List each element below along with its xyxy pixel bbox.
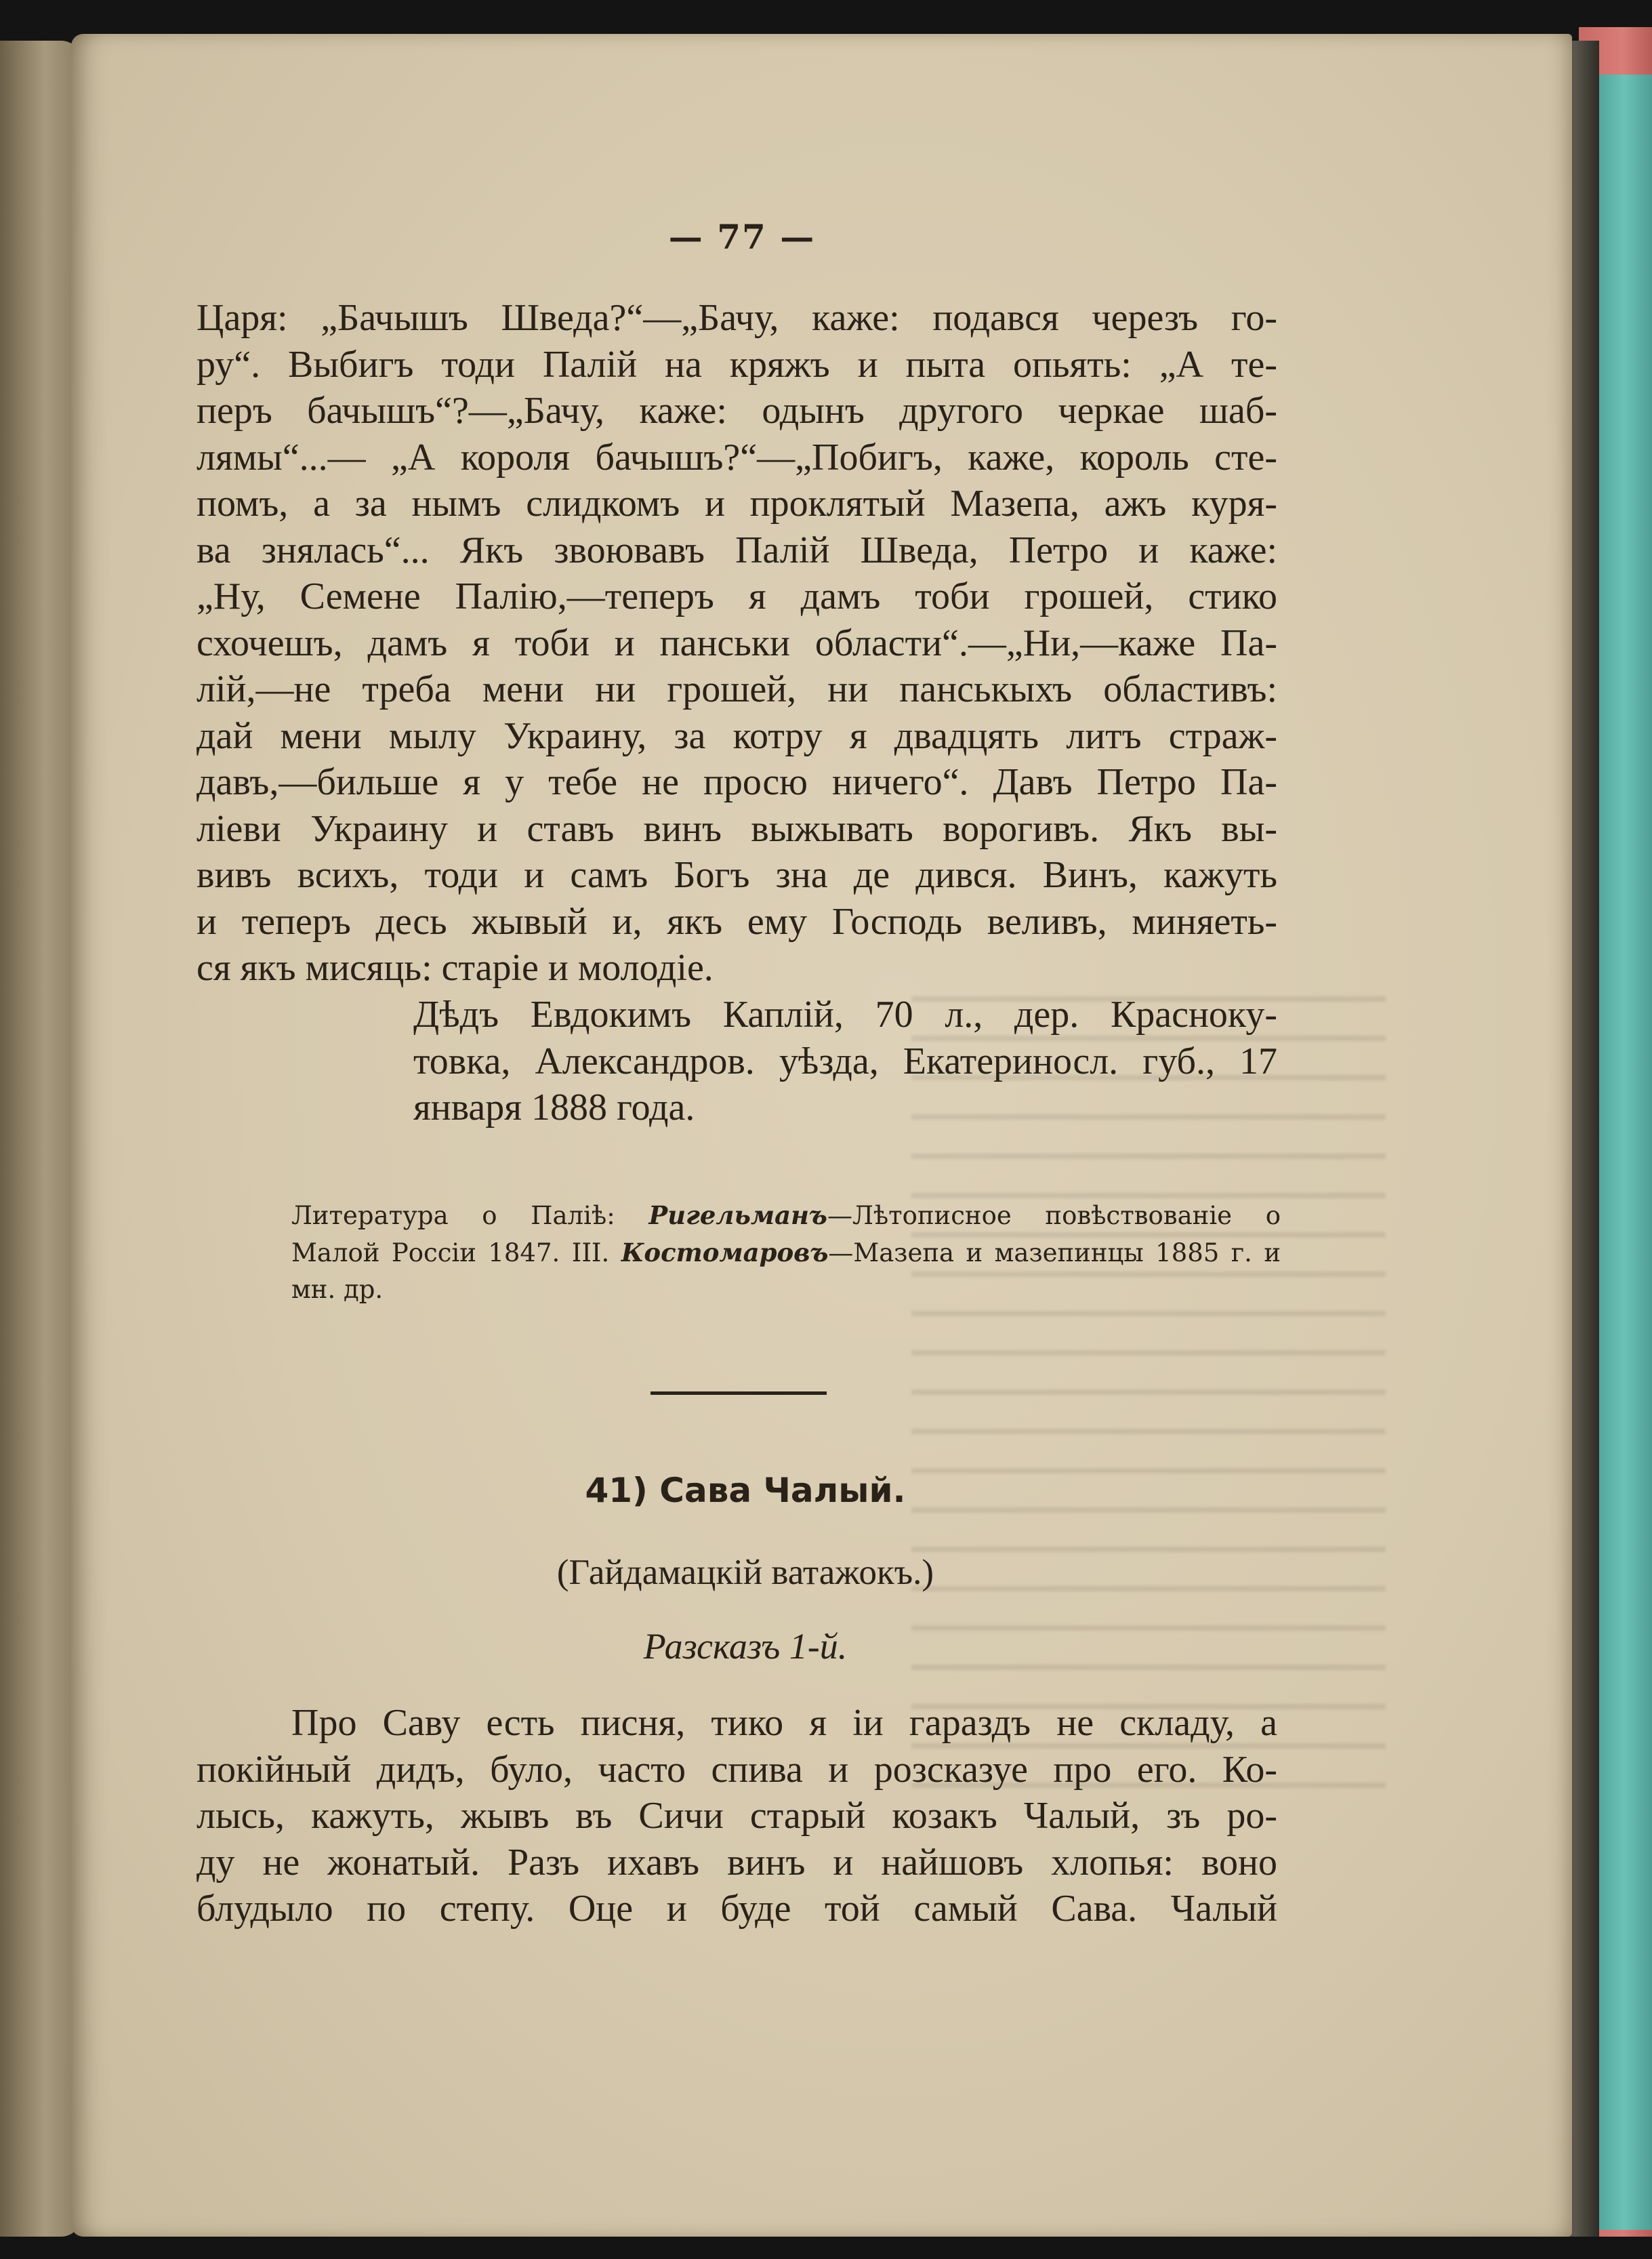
- section-title: 41) Сава Чалый.: [585, 1471, 906, 1510]
- story-paragraph: [197, 1700, 1277, 1932]
- text-line: блудыло по степу. Оце и буде той самый Сава. Чалый: [197, 1888, 1277, 1930]
- text-line: лямы“...— „А короля бачышъ?“—„Побигъ, каже, король сте-: [197, 436, 1277, 479]
- text-line: покійный дидъ, було, часто спива и розсказуе про его. Ко-: [197, 1748, 1277, 1791]
- text-line: „Ну, Семене Палію,—теперъ я дамъ тоби грошей, стико: [197, 575, 1277, 617]
- literature-work: —Мазепа и мазепинцы 1885 г. и: [828, 1238, 1281, 1267]
- book-board-edge: [1596, 75, 1652, 2230]
- text-line: ру“. Выбигъ тоди Палій на кряжъ и пыта опьять: „А те-: [197, 343, 1277, 386]
- literature-work: —Лѣтописное повѣствованіе о: [827, 1201, 1281, 1230]
- main-paragraph: [197, 295, 1277, 992]
- literature-label: Литература о Паліѣ:: [291, 1201, 649, 1230]
- text-line: ся якъ мисяць: старіе и молодіе.: [197, 947, 714, 989]
- text-line: схочешъ, дамъ я тоби и панськи области“.—„Ни,—каже Па-: [197, 622, 1277, 664]
- literature-work: Малой Россіи 1847. III.: [291, 1238, 621, 1267]
- text-line: ліеви Украину и ставъ винъ выжывать ворогивъ. Якъ вы-: [197, 807, 1277, 850]
- text-line: давъ,—бильше я у тебе не просю ничего“. Давъ Петро Па-: [197, 761, 1277, 803]
- literature-line: [291, 1197, 1281, 1234]
- text-line: Царя: „Бачышъ Шведа?“—„Бачу, каже: подався черезъ го-: [197, 297, 1277, 339]
- narrator-attribution: [413, 992, 1277, 1131]
- page-number: — 77 —: [668, 217, 816, 257]
- left-page-edge: [0, 41, 81, 2237]
- text-line: лій,—не треба мени ни грошей, ни панськыхъ областивъ:: [197, 668, 1277, 710]
- text-line: перъ бачышъ“?—„Бачу, каже: одынъ другого черкае шаб-: [197, 390, 1277, 432]
- text-line: помъ, а за нымъ слидкомъ и проклятый Мазепа, ажъ куря-: [197, 483, 1277, 525]
- attribution-line: Дѣдъ Евдокимъ Каплій, 70 л., дер. Красноку-: [413, 994, 1277, 1036]
- literature-line: мн. др.: [291, 1275, 384, 1304]
- text-line: лысь, кажуть, жывъ въ Сичи старый козакъ Чалый, зъ ро-: [197, 1795, 1277, 1837]
- text-line: ду не жонатый. Разъ ихавъ винъ и найшовъ хлопья: воно: [197, 1841, 1277, 1884]
- attribution-line: товка, Александров. уѣзда, Екатериносл. губ., 17: [413, 1040, 1277, 1082]
- attribution-line: января 1888 года.: [413, 1086, 695, 1128]
- story-label: Разсказъ 1-й.: [643, 1626, 848, 1667]
- text-line: дай мени мылу Украину, за котру я двадцять литъ страж-: [197, 714, 1277, 757]
- text-line: ва знялась“... Якъ звоювавъ Палій Шведа, Петро и каже:: [197, 529, 1277, 571]
- literature-author: Ригельманъ: [648, 1200, 827, 1230]
- text-line: и теперъ десь жывый и, якъ ему Господь веливъ, миняеть-: [197, 900, 1277, 943]
- literature-line: [291, 1234, 1281, 1271]
- literature-note: [291, 1197, 1281, 1308]
- text-line: Про Саву есть писня, тико я іи гараздъ не складу, а: [291, 1702, 1277, 1744]
- section-divider: [651, 1391, 827, 1395]
- section-subtitle: (Гайдамацкій ватажокъ.): [556, 1553, 934, 1592]
- literature-author: Костомаровъ: [621, 1238, 829, 1267]
- text-line: вивъ всихъ, тоди и самъ Богъ зна де дився. Винъ, кажуть: [197, 854, 1277, 896]
